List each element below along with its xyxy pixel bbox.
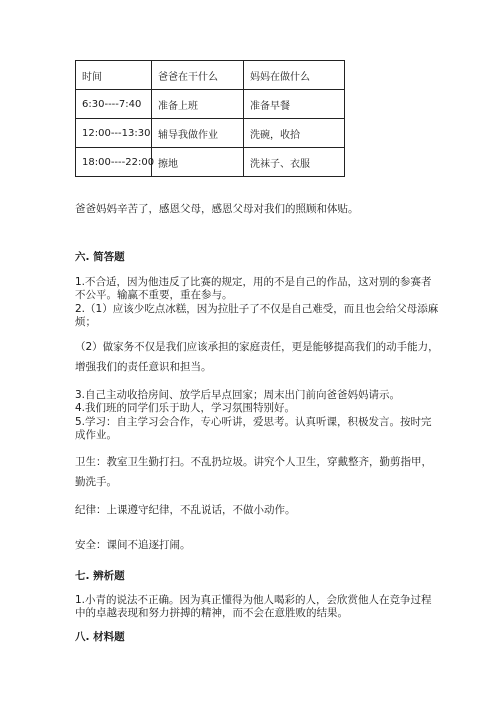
answer-line: 4.我们班的同学们乐于助人，学习氛围特别好。	[75, 402, 296, 414]
table-row	[76, 90, 345, 119]
answer-line: 1.不合适，因为他违反了比赛的规定，用的不是自己的作品，这对别的参赛者	[75, 276, 432, 288]
table-header-row	[76, 61, 345, 90]
header-time: 时间	[76, 61, 152, 90]
section-6-title: 六. 简答题	[75, 251, 125, 263]
answer-line: 3.自己主动收拾房间、放学后早点回家；周末出门前向爸爸妈妈请示。	[75, 389, 401, 401]
answer-line: 5.学习：自主学习会合作，专心听讲，爱思考。认真听课，积极发言。按时完	[75, 416, 432, 428]
answer-line: （2）做家务不仅是我们应该承担的家庭责任，更是能够提高我们的动手能力，	[75, 341, 439, 353]
schedule-table	[75, 60, 345, 177]
table-row	[76, 148, 345, 177]
summary-text: 爸爸妈妈辛苦了，感恩父母，感恩父母对我们的照顾和体贴。	[75, 203, 359, 215]
answer-line: 不公平。输赢不重要，重在参与。	[75, 289, 233, 301]
table-cell: 洗碗，收拾	[244, 119, 345, 148]
section-8-title: 八. 材料题	[75, 631, 125, 643]
table-cell: 辅导我做作业	[152, 119, 244, 148]
header-dad: 爸爸在干什么	[152, 61, 244, 90]
header-mom: 妈妈在做什么	[244, 61, 345, 90]
table-cell: 擦地	[152, 148, 244, 177]
table-cell: 准备早餐	[244, 90, 345, 119]
table-cell: 18:00----22:00	[76, 148, 152, 177]
answer-line: 成作业。	[75, 429, 117, 441]
answer-line: 安全：课间不追逐打闹。	[75, 539, 191, 551]
answer-line: 勤洗手。	[75, 476, 117, 488]
answer-line: 纪律：上课遵守纪律，不乱说话，不做小动作。	[75, 504, 296, 516]
answer-line: 增强我们的责任意识和担当。	[75, 361, 212, 373]
table-cell: 6:30----7:40	[76, 90, 152, 119]
answer-line: 卫生：教室卫生勤打扫。不乱扔垃圾。讲究个人卫生，穿戴整齐，勤剪指甲，	[75, 456, 432, 468]
table-cell: 洗袜子、衣服	[244, 148, 345, 177]
answer-line: 中的卓越表现和努力拼搏的精神，而不会在意胜败的结果。	[75, 607, 348, 619]
answer-line: 1.小青的说法不正确。因为真正懂得为他人喝彩的人，会欣赏他人在竞争过程	[75, 594, 432, 606]
section-7-title: 七. 辨析题	[75, 570, 125, 582]
answer-line: 烦；	[75, 316, 96, 328]
table-cell: 12:00---13:30	[76, 119, 152, 148]
answer-line: 2.（1）应该少吃点冰糕，因为拉肚子了不仅是自己难受，而且也会给父母添麻	[75, 303, 439, 315]
table-row	[76, 119, 345, 148]
table-cell: 准备上班	[152, 90, 244, 119]
